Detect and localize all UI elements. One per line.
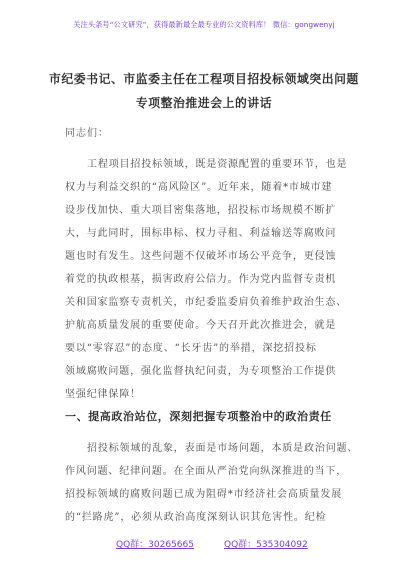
paragraph-line: 领域腐败问题，强化监督执纪问责，为专项整治工作提供 <box>65 366 337 377</box>
paragraph-line: 坚强纪律保障！ <box>65 389 141 400</box>
paragraph-line: 招投标领域的乱象，表面是市场问题，本质是政治问题、 <box>87 443 359 454</box>
page-title-line-1: 市纪委书记、市监委主任在工程项目招投标领域突出问题 <box>49 72 359 86</box>
paragraph-line: 题也时有发生。这些问题不仅破坏市场公平竞争，更侵蚀 <box>65 251 337 262</box>
page-title-line-2: 专项整治推进会上的讲话 <box>135 96 273 110</box>
paragraph-line: 权力与利益交织的“高风险区”。近年来，随着*市城市建 <box>65 182 333 193</box>
paragraph-line: 要以“零容忍”的态度、“长牙齿”的举措，深挖招投标 <box>65 343 317 354</box>
paragraph-line: 大，与此同时，围标串标、权力寻租、利益输送等腐败问 <box>65 228 337 239</box>
paragraph-line: 工程项目招投标领域，既是资源配置的重要环节，也是 <box>87 159 348 170</box>
paragraph-line: 设步伐加快、重大项目密集落地，招投标市场规模不断扩 <box>65 205 337 216</box>
footer-qq-group-1[interactable]: QQ群：30265665 <box>116 540 194 550</box>
paragraph-line: 着党的执政根基，损害政府公信力。作为党内监督专责机 <box>65 274 337 285</box>
salutation: 同志们： <box>65 128 109 139</box>
paragraph-line: 的“拦路虎”，必须从政治高度深刻认识其危害性。纪检 <box>65 512 327 523</box>
paragraph-line: 招投标领域的腐败问题已成为阻碍*市经济社会高质量发展 <box>65 489 343 500</box>
promo-banner: 关注头条号“公文研究”，获得最新最全最专业的公文资料库！ 微信：gongwenyj <box>73 20 335 29</box>
paragraph-line: 关和国家监察专责机关，市纪委监委肩负着维护政治生态、 <box>65 297 348 308</box>
section-heading-1: 一、提高政治站位，深刻把握专项整治中的政治责任 <box>65 410 332 423</box>
paragraph-line: 护航高质量发展的重要使命。今天召开此次推进会，就是 <box>65 320 337 331</box>
footer-qq-group-2[interactable]: QQ群：535304092 <box>224 540 308 550</box>
paragraph-line: 作风问题、纪律问题。在全面从严治党向纵深推进的当下， <box>65 466 348 477</box>
